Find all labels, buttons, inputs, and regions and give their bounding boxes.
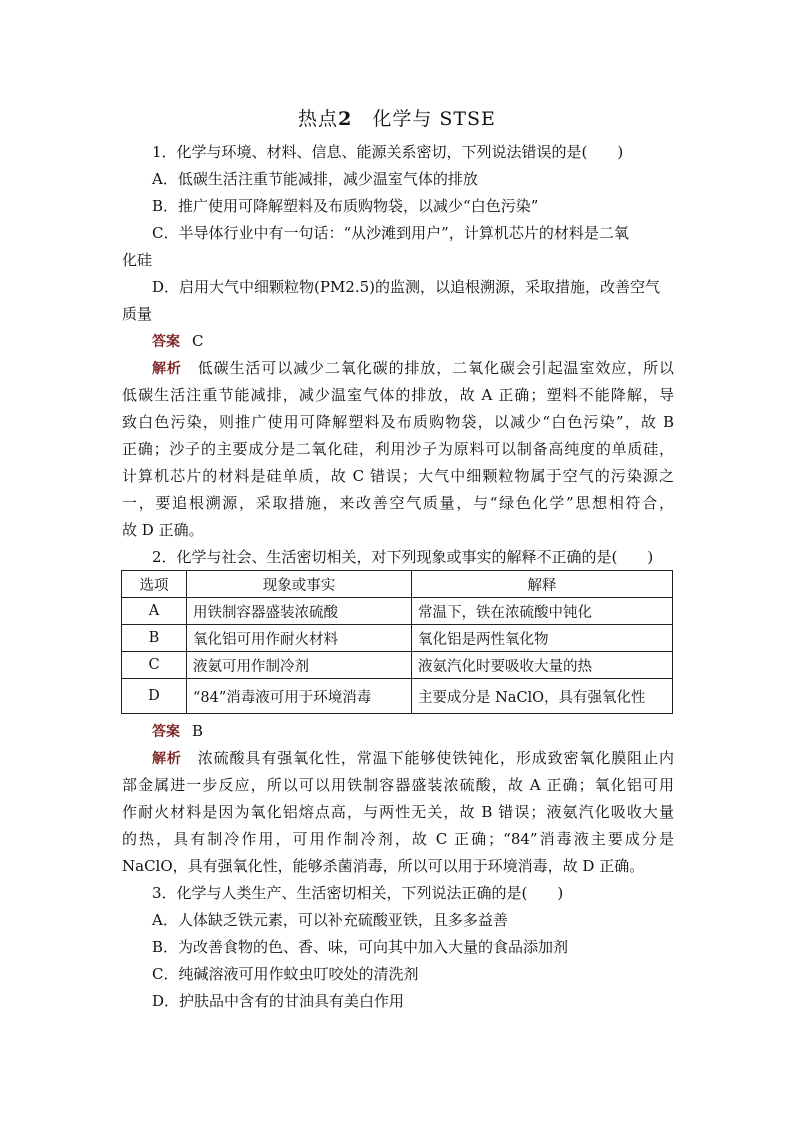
q1-analysis-line: 低碳生活注重节能减排，减少温室气体的排放，故 A 正确；塑料不能降解，导 bbox=[122, 386, 674, 404]
table-cell: 液氨可用作制冷剂 bbox=[187, 652, 412, 679]
table-cell: “84”消毒液可用于环境消毒 bbox=[187, 679, 412, 714]
table-header: 解释 bbox=[412, 571, 673, 598]
q2-analysis-line: NaClO，具有强氧化性，能够杀菌消毒，所以可以用于环境消毒，故 D 正确。 bbox=[122, 857, 645, 875]
q2-stem: 2．化学与社会、生活密切相关，对下列现象或事实的解释不正确的是( ) bbox=[152, 548, 654, 566]
answer-label: 答案 bbox=[152, 724, 180, 740]
q1-option-c-line2: 化硅 bbox=[122, 251, 153, 269]
q1-analysis-line: 计算机芯片的材料是硅单质，故 C 错误；大气中细颗粒物属于空气的污染源之 bbox=[122, 467, 674, 485]
table-row bbox=[122, 679, 673, 714]
table-cell: 氧化铝可用作耐火材料 bbox=[187, 625, 412, 652]
q3-option-a: A．人体缺乏铁元素，可以补充硫酸亚铁，且多多益善 bbox=[152, 911, 508, 929]
q2-analysis-line: 部金属进一步反应，所以可以用铁制容器盛装浓硫酸，故 A 正确；氧化铝可用 bbox=[122, 776, 674, 794]
table-row bbox=[122, 625, 673, 652]
q3-option-b: B．为改善食物的色、香、味，可向其中加入大量的食品添加剂 bbox=[152, 938, 569, 956]
q1-option-c-line1: C．半导体行业中有一句话：“从沙滩到用户”，计算机芯片的材料是二氧 bbox=[152, 224, 629, 242]
analysis-label: 解析 bbox=[152, 361, 182, 377]
q1-option-b: B．推广使用可降解塑料及布质购物袋，以减少“白色污染” bbox=[152, 197, 539, 215]
q1-analysis-line: 正确；沙子的主要成分是二氧化硅，利用沙子为原料可以制备高纯度的单质硅， bbox=[122, 440, 674, 458]
q1-option-d-line2: 质量 bbox=[122, 305, 153, 323]
q1-analysis-line: 故 D 正确。 bbox=[122, 521, 204, 539]
question-1 bbox=[122, 139, 674, 571]
q1-option-d-line1: D．启用大气中细颗粒物(PM2.5)的监测，以追根溯源，采取措施，改善空气 bbox=[152, 278, 661, 296]
q1-stem: 1．化学与环境、材料、信息、能源关系密切，下列说法错误的是( ) bbox=[152, 143, 624, 161]
answer-value: C bbox=[192, 332, 204, 350]
q1-answer bbox=[122, 328, 674, 355]
analysis-label: 解析 bbox=[152, 751, 182, 767]
q2-table bbox=[121, 570, 673, 714]
page-title bbox=[0, 104, 794, 131]
question-2-analysis bbox=[122, 718, 674, 1015]
q3-stem: 3．化学与人类生产、生活密切相关，下列说法正确的是( ) bbox=[152, 884, 564, 902]
table-header-row bbox=[122, 571, 673, 598]
table-cell: C bbox=[122, 652, 187, 679]
q1-analysis-line: 致白色污染，则推广使用可降解塑料及布质购物袋，以减少“白色污染”，故 B bbox=[122, 413, 674, 431]
table-cell: 常温下，铁在浓硫酸中钝化 bbox=[412, 598, 673, 625]
title-number: 2 bbox=[338, 108, 353, 130]
q3-option-d: D．护肤品中含有的甘油具有美白作用 bbox=[152, 992, 405, 1010]
table-cell: D bbox=[122, 679, 187, 714]
answer-label: 答案 bbox=[152, 334, 180, 350]
table-header: 选项 bbox=[122, 571, 187, 598]
table-cell: 氧化铝是两性氧化物 bbox=[412, 625, 673, 652]
table-cell: 用铁制容器盛装浓硫酸 bbox=[187, 598, 412, 625]
q2-answer bbox=[122, 718, 674, 745]
table-cell: 液氨汽化时要吸收大量的热 bbox=[412, 652, 673, 679]
q1-analysis-line: 一，要追根溯源，采取措施，来改善空气质量，与“绿色化学”思想相符合， bbox=[122, 494, 674, 512]
table-cell: A bbox=[122, 598, 187, 625]
answer-value: B bbox=[192, 722, 204, 740]
table-row bbox=[122, 652, 673, 679]
table-cell: 主要成分是 NaClO，具有强氧化性 bbox=[412, 679, 673, 714]
title-prefix: 热点 bbox=[298, 108, 339, 130]
q1-option-a: A．低碳生活注重节能减排，减少温室气体的排放 bbox=[152, 170, 478, 188]
table-cell: B bbox=[122, 625, 187, 652]
title-text: 化学与 STSE bbox=[372, 108, 496, 130]
q2-analysis-line: 解析 浓硫酸具有强氧化性，常温下能够使铁钝化，形成致密氧化膜阻止内 bbox=[152, 749, 674, 767]
q3-option-c: C．纯碱溶液可用作蚊虫叮咬处的清洗剂 bbox=[152, 965, 419, 983]
q2-analysis-line: 的热，具有制冷作用，可用作制冷剂，故 C 正确；“84”消毒液主要成分是 bbox=[122, 830, 674, 848]
table-row bbox=[122, 598, 673, 625]
q1-analysis-line: 解析 低碳生活可以减少二氧化碳的排放，二氧化碳会引起温室效应，所以 bbox=[152, 359, 674, 377]
table-header: 现象或事实 bbox=[187, 571, 412, 598]
q2-analysis-line: 作耐火材料是因为氧化铝熔点高，与两性无关，故 B 错误；液氨汽化吸收大量 bbox=[122, 803, 674, 821]
